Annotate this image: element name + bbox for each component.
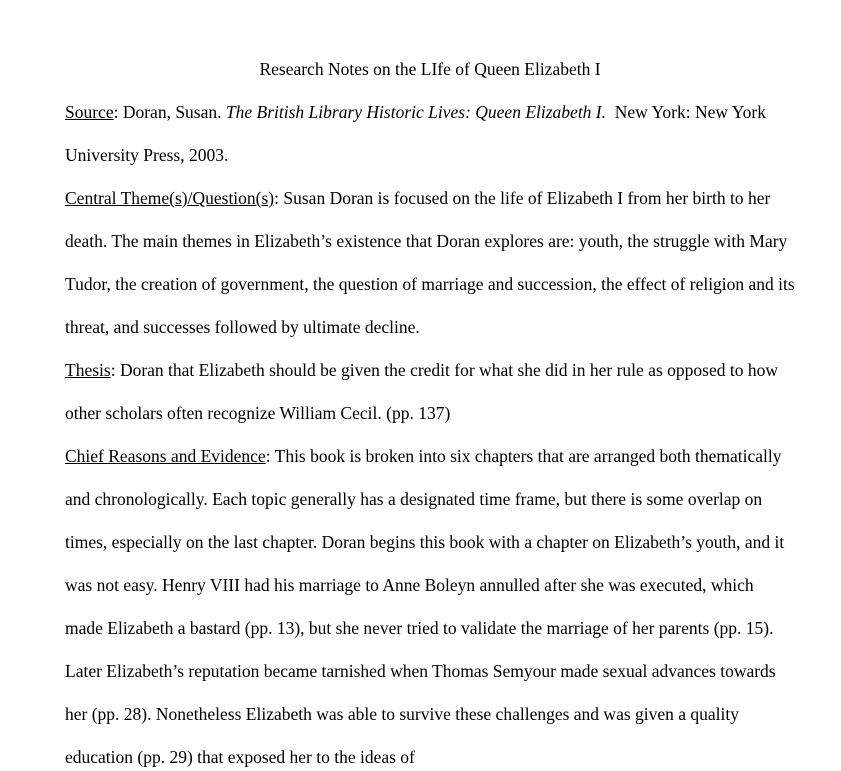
paragraph-thesis [65,349,795,435]
paragraph-chief-reasons [65,435,795,771]
text-segment: : This book is broken into six chapters that are arranged both thematically and chronologically. Each topic generally has a designated time frame, but there is some overlap on times, especially on the last chapter. Doran begins this book with a chapter on Elizabeth’s youth, and it was not easy. Henry VIII had his marriage to Anne Boleyn annulled after she was executed, which made Elizabeth a bastard (pp. 13), but she never tried to validate the marriage of her parents (pp. 15). Later Elizabeth’s reputation became tarnished when Thomas Semyour made sexual advances towards her (pp. 28). Nonetheless Elizabeth was able to survive these challenges and was given a quality education (pp. 29) that exposed her to the ideas of [65,446,789,767]
thesis-label: Thesis [65,360,111,380]
text-segment: : Susan Doran is focused on the life of Elizabeth I from her birth to her death. The main themes in Elizabeth’s existence that Doran explores are: youth, the struggle with Mary Tudor, the creation of government, the question of marriage and succession, the effect of religion and its threat, and successes followed by ultimate decline. [65,188,800,337]
central-themes-label: Central Theme(s)/Question(s) [65,188,275,208]
book-title-italic: The British Library Historic Lives: Queen Elizabeth I. [225,102,607,122]
paragraph-source [65,91,795,177]
text-segment: : Doran that Elizabeth should be given the credit for what she did in her rule as opposed to how other scholars often recognize William Cecil. (pp. 137) [65,360,783,423]
text-segment: : Doran, Susan. [113,102,226,122]
chief-reasons-label: Chief Reasons and Evidence [65,446,266,466]
text-segment: New York: New York University Press, 2003. [65,102,771,165]
paragraph-central-themes [65,177,800,349]
source-label: Source [65,102,114,122]
document-title: Research Notes on the LIfe of Queen Elizabeth I [259,59,601,79]
